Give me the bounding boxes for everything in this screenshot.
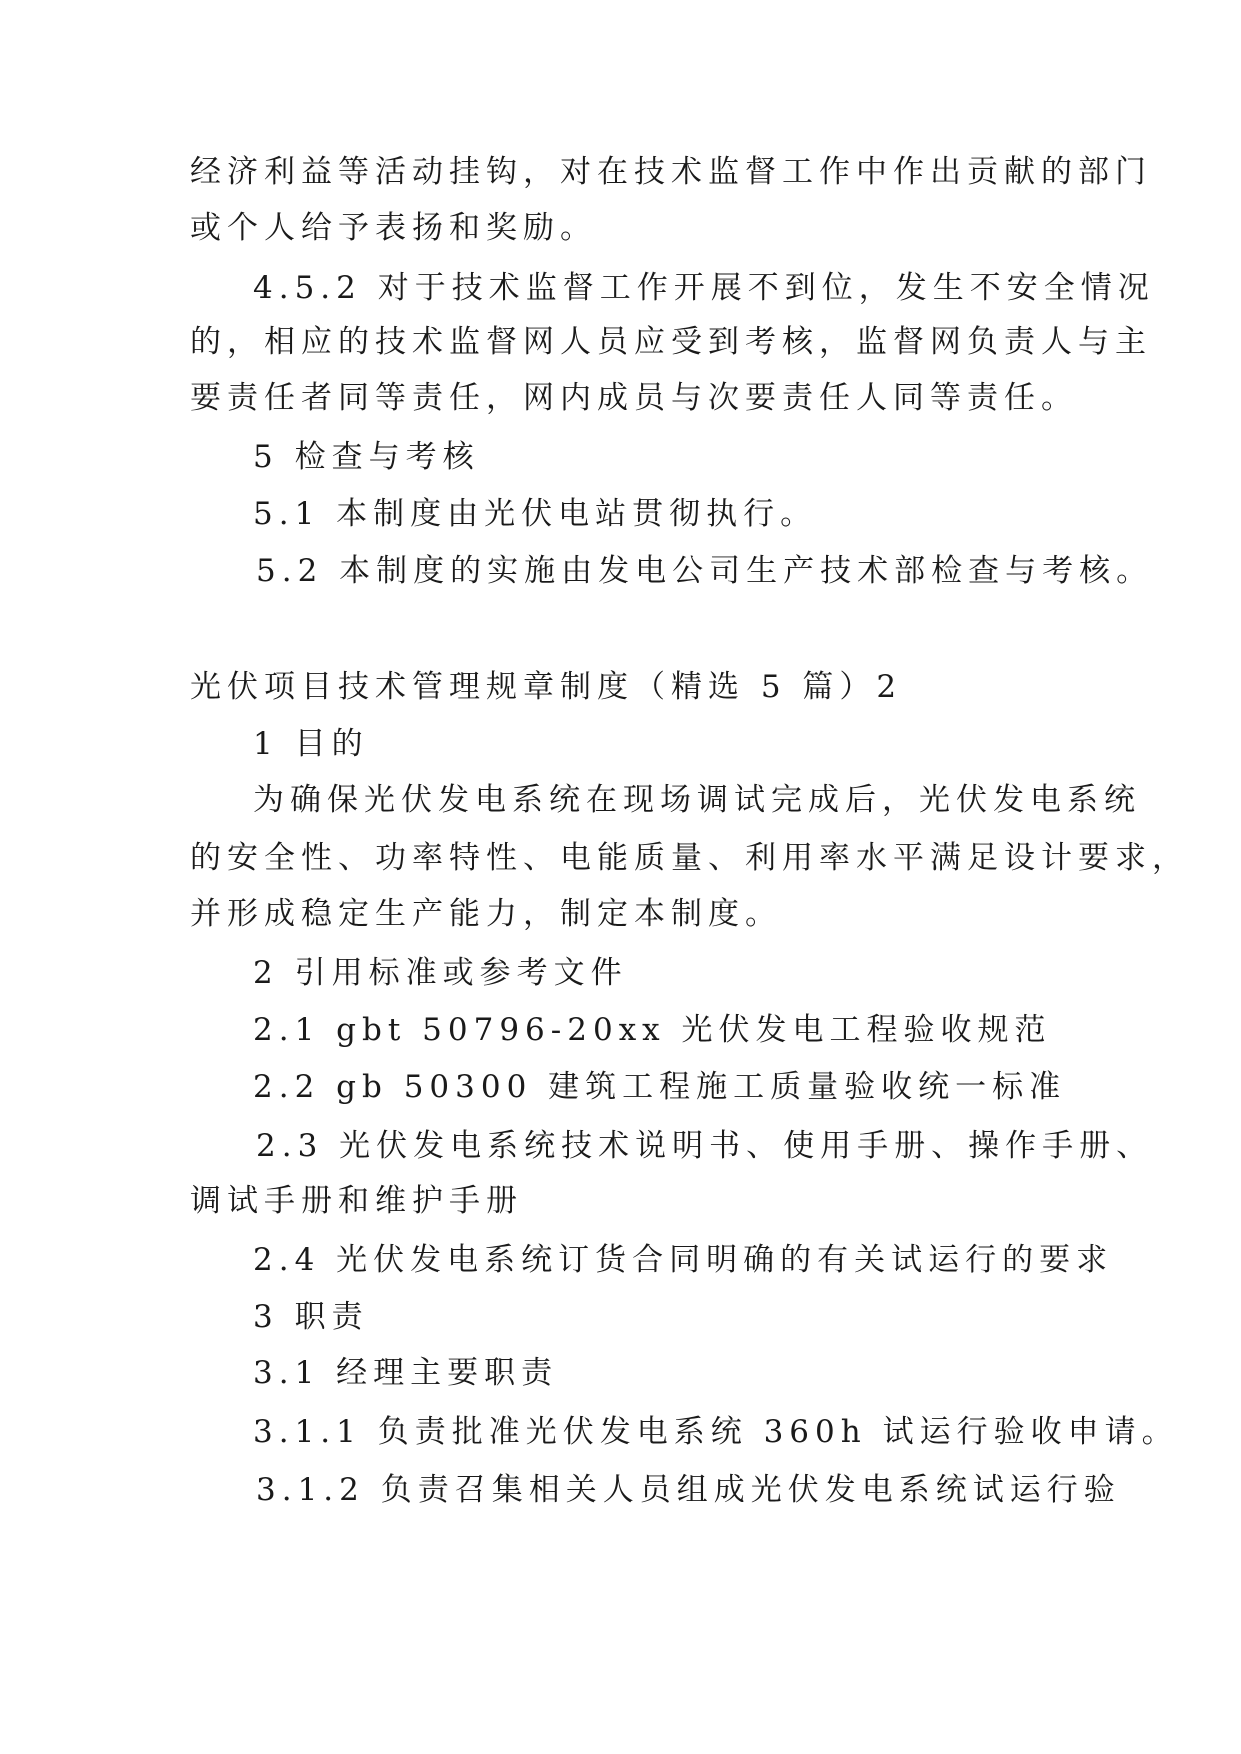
section-heading: 3.1 经理主要职责 <box>253 1355 559 1391</box>
paragraph-line: 经济利益等活动挂钩，对在技术监督工作中作出贡献的部门 <box>190 154 1152 190</box>
paragraph-line: 并形成稳定生产能力，制定本制度。 <box>190 896 782 932</box>
paragraph-line: 3.1.2 负责召集相关人员组成光伏发电系统试运行验 <box>256 1472 1121 1508</box>
paragraph-line: 5.2 本制度的实施由发电公司生产技术部检查与考核。 <box>256 553 1154 589</box>
section-heading: 3 职责 <box>253 1299 369 1335</box>
paragraph-line: 或个人给予表扬和奖励。 <box>190 210 597 246</box>
paragraph-line: 2.1 gbt 50796-20xx 光伏发电工程验收规范 <box>253 1012 1052 1048</box>
paragraph-line: 的，相应的技术监督网人员应受到考核，监督网负责人与主 <box>190 324 1152 360</box>
section-heading: 2 引用标准或参考文件 <box>253 955 628 991</box>
section-heading: 5 检查与考核 <box>253 439 480 475</box>
paragraph-line: 4.5.2 对于技术监督工作开展不到位，发生不安全情况 <box>253 270 1155 306</box>
section-heading: 1 目的 <box>253 726 369 762</box>
paragraph-line: 5.1 本制度由光伏电站贯彻执行。 <box>253 496 818 532</box>
paragraph-line: 2.2 gb 50300 建筑工程施工质量验收统一标准 <box>253 1069 1067 1105</box>
paragraph-line: 3.1.1 负责批准光伏发电系统 360h 试运行验收申请。 <box>253 1414 1179 1450</box>
document-title: 光伏项目技术管理规章制度（精选 5 篇）2 <box>190 669 903 705</box>
paragraph-line: 调试手册和维护手册 <box>190 1183 523 1219</box>
paragraph-line: 2.4 光伏发电系统订货合同明确的有关试运行的要求 <box>253 1242 1114 1278</box>
paragraph-line: 2.3 光伏发电系统技术说明书、使用手册、操作手册、 <box>256 1128 1154 1164</box>
paragraph-line: 为确保光伏发电系统在现场调试完成后，光伏发电系统 <box>253 782 1141 818</box>
paragraph-line: 的安全性、功率特性、电能质量、利用率水平满足设计要求， <box>190 840 1189 876</box>
paragraph-line: 要责任者同等责任，网内成员与次要责任人同等责任。 <box>190 380 1078 416</box>
